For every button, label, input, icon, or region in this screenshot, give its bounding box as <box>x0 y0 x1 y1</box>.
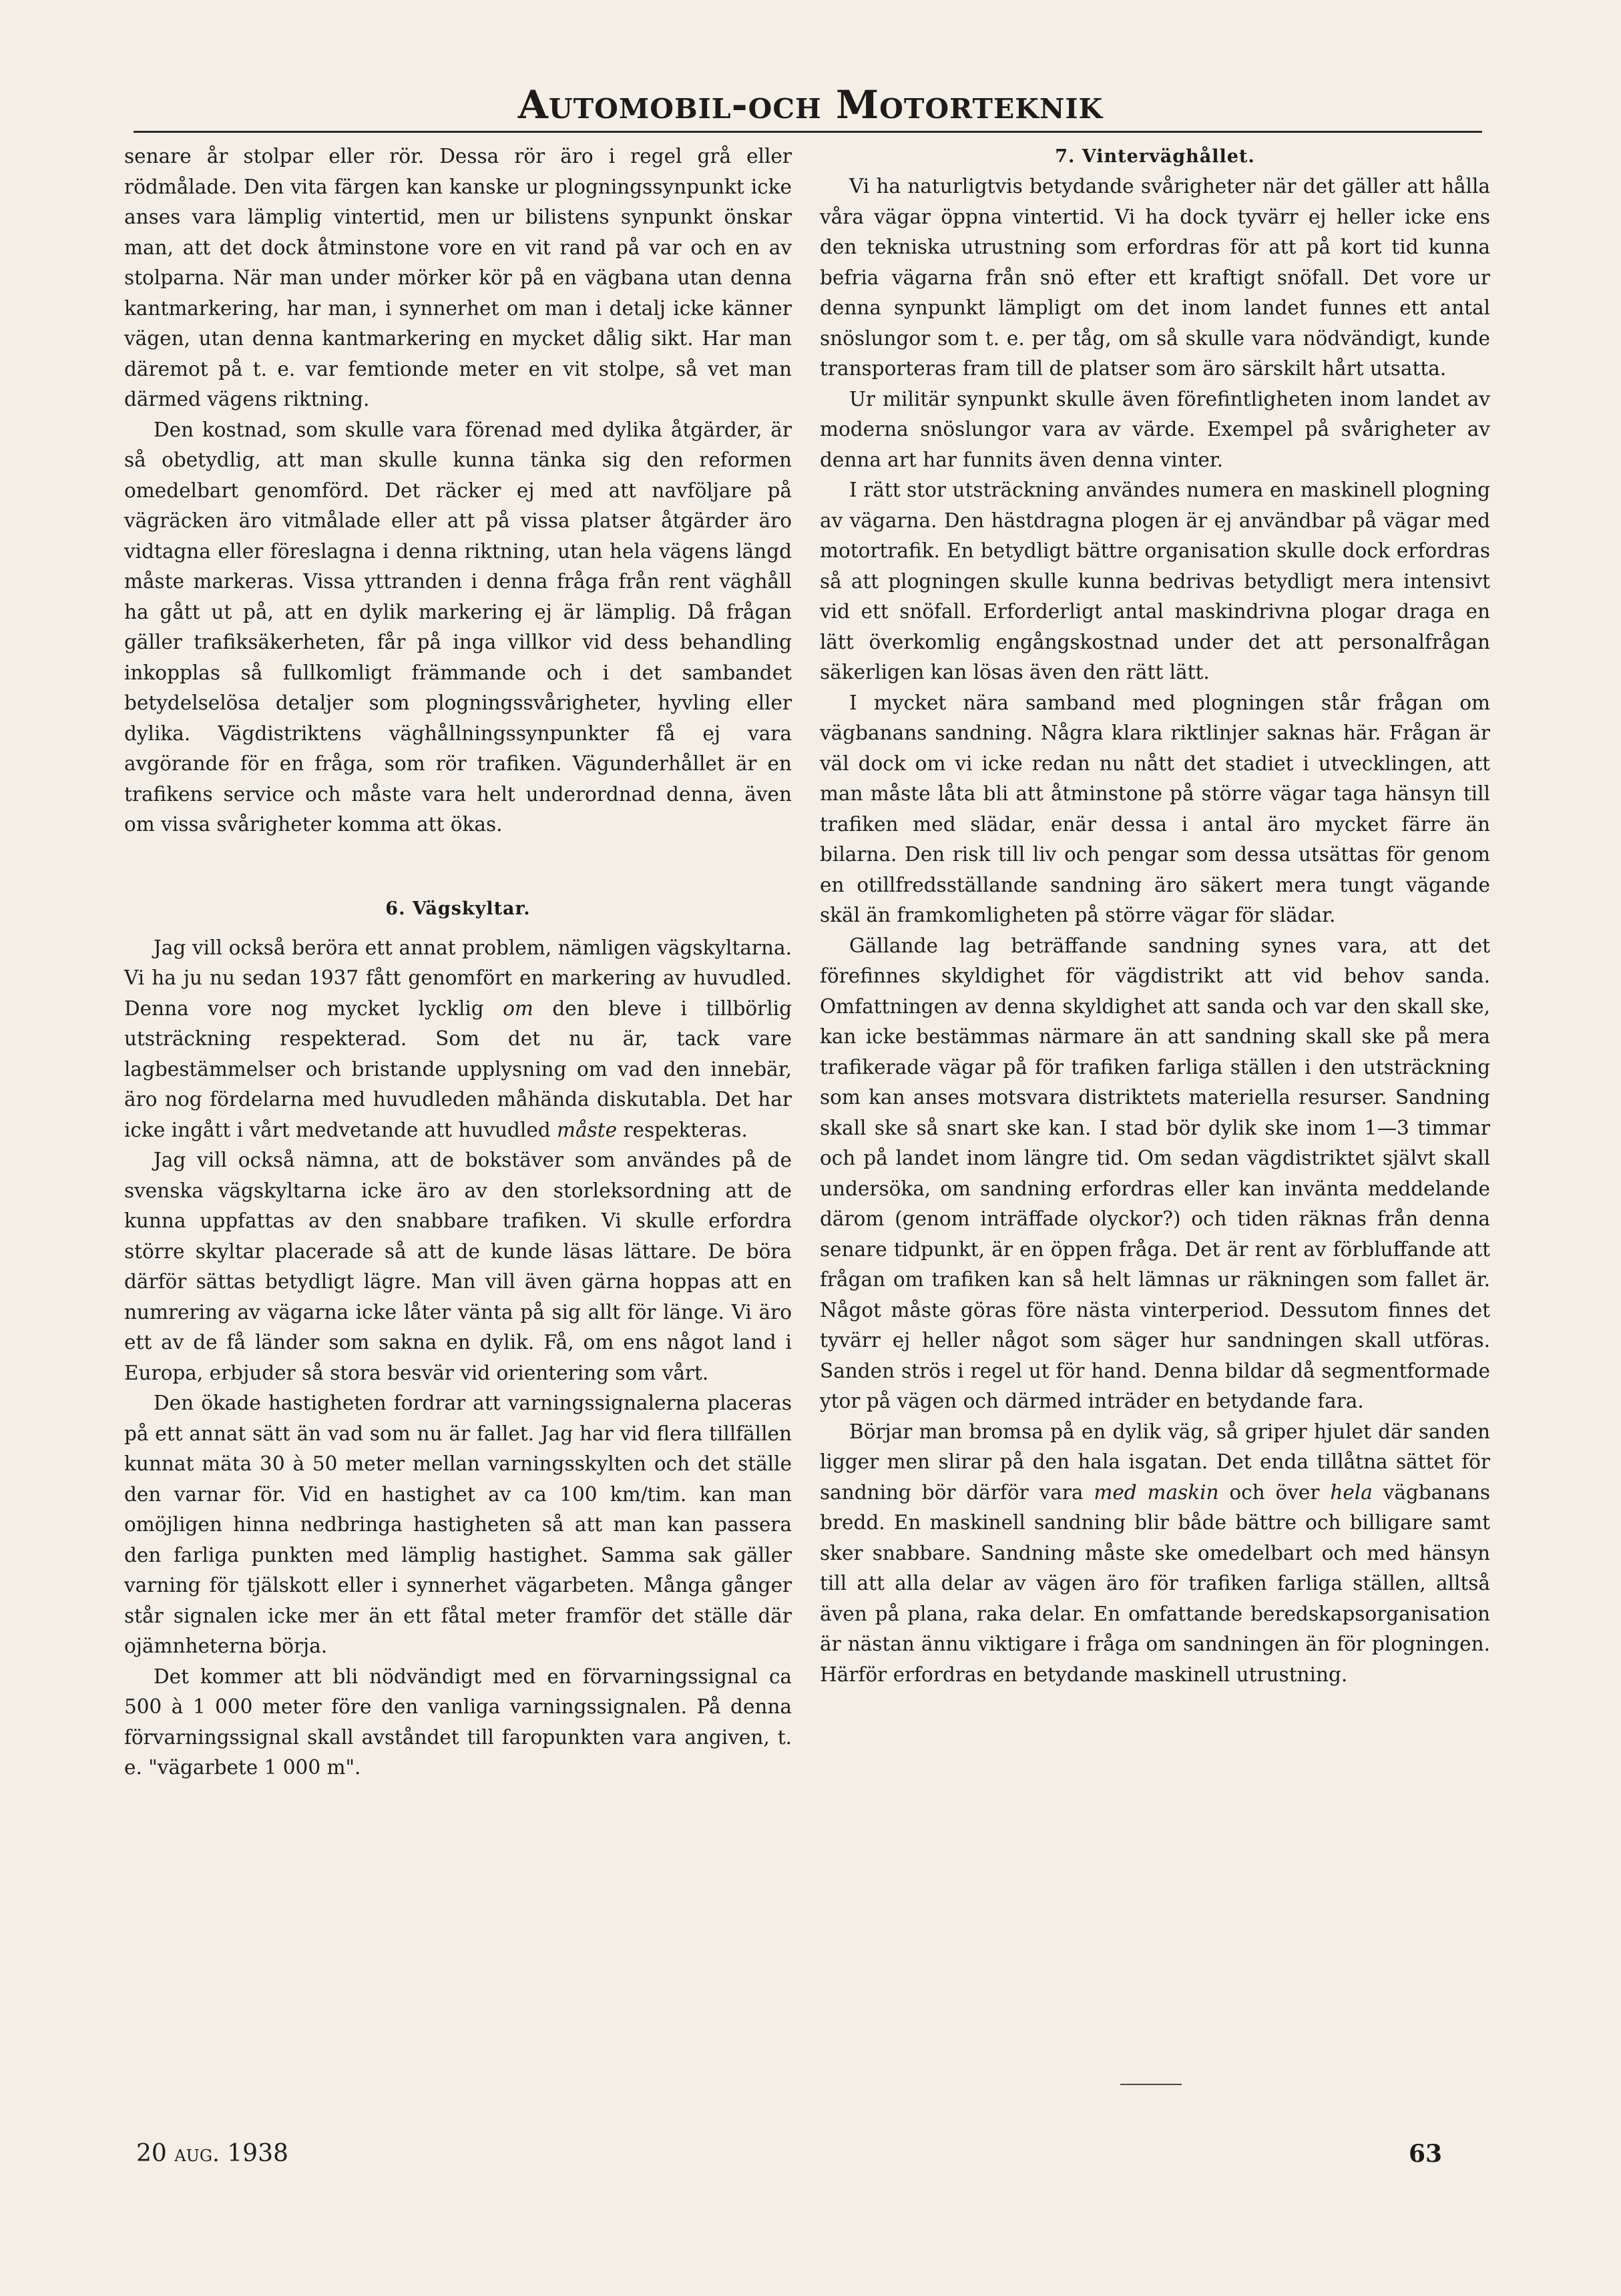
section-heading-vagskyltar: 6. Vägskyltar. <box>385 898 531 919</box>
paragraph <box>124 933 792 1146</box>
right-column <box>820 141 1490 1690</box>
text-run: respekteras. <box>617 1118 748 1141</box>
text-run: den bleve i tillbörlig utsträckning respekterad. Som det nu är, tack vare lagbestämmelser och bristande upplysning om vad den innebär, äro nog fördelarna med huvudleden måhända diskutabla. Det har icke ingått i vårt medvetande att huvudled <box>124 996 792 1141</box>
text-run: Börjar man bromsa på en dylik väg, så griper hjulet där sanden ligger men slirar på den hala isgatan. Det enda tillåtna sättet för sandning bör därför vara <box>820 1420 1490 1504</box>
date-month: aug. <box>174 2140 220 2167</box>
emphasis: måste <box>557 1118 618 1141</box>
section-heading-vinterväghallet: 7. Vinterväghållet. <box>1055 146 1255 167</box>
paragraph: Jag vill också nämna, att de bokstäver som användes på de svenska vägskyltarna icke äro av den storleksordning att de kunna uppfattas av den snabbare trafiken. Vi skulle erfordra större skyltar placerade så att de kunde läsas lättare. De böra därför sättas betydligt lägre. Man vill även gärna hoppas att en numrering av vägarna icke låter vänta på sig allt för länge. Vi äro ett av de få länder som sakna en dylik. Få, om ens något land i Europa, erbjuder så stora besvär vid orientering som vårt. <box>124 1149 792 1384</box>
section-spacer <box>124 924 792 933</box>
emphasis: hela <box>1330 1480 1373 1504</box>
paragraph: I rätt stor utsträckning användes numera en maskinell plogning av vägarna. Den hästdragna plogen är ej användbar på vägar med motortrafik. En betydligt bättre organisation skulle dock erfordras så att plogningen skulle kunna bedrivas betydligt mera intensivt vid ett snöfall. Erforderligt antal maskindrivna plogar draga en lätt överkomlig engångskostnad under det att personalfrågan säkerligen kan lösas även den rätt lätt. <box>820 479 1490 683</box>
paragraph: I mycket nära samband med plogningen står frågan om vägbanans sandning. Några klara riktlinjer saknas här. Frågan är väl dock om vi icke redan nu nått det stadiet i utvecklingen, att man måste låta bli att åtminstone på större vägar taga hänsyn till trafiken med slädar, enär dessa i antal äro mycket färre än bilarna. Den risk till liv och pengar som dessa utsättas för genom en otillfredsställande sandning äro säkert mera tungt vägande skäl än framkomligheten på större vägar för slädar. <box>820 691 1490 926</box>
page-number: 63 <box>1409 2140 1443 2168</box>
date-year: 1938 <box>227 2140 288 2167</box>
end-rule <box>1120 2084 1182 2085</box>
paragraph: senare år stolpar eller rör. Dessa rör äro i regel grå eller rödmålade. Den vita färgen kan kanske ur plogningssynpunkt icke anses vara lämplig vintertid, men ur bilistens synpunkt önskar man, att det dock åtminstone vore en vit rand på var och en av stolparna. När man under mörker kör på en vägbana utan denna kantmarkering, har man, i synnerhet om man i detalj icke känner vägen, utan denna kantmarkering en mycket dålig sikt. Har man däremot på t. e. var femtionde meter en vit stolpe, så vet man därmed vägens riktning. <box>124 145 792 410</box>
paragraph <box>820 1417 1490 1691</box>
text-run: och över <box>1218 1480 1331 1504</box>
paragraph: Den ökade hastigheten fordrar att varningssignalerna placeras på ett annat sätt än vad som nu är fallet. Jag har vid flera tillfällen kunnat mäta 30 à 50 meter mellan varningsskylten och det ställe den varnar för. Vid en hastighet av ca 100 km/tim. kan man omöjligen hinna nedbringa hastigheten så att man kan passera den farliga punkten med lämplig hastighet. Samma sak gäller varning för tjälskott eller i synnerhet vägarbeten. Många gånger står signalen icke mer än ett fåtal meter framför det ställe där ojämnheterna börja. <box>124 1392 792 1657</box>
footer-date <box>136 2137 288 2171</box>
text-run: vägbanans bredd. En maskinell sandning blir både bättre och billigare samt sker snabbare. Sandning måste ske omedelbart och med hänsyn till att alla delar av vägen äro för trafiken farliga ställen, alltså även på plana, raka delar. En omfattande beredskapsorganisation är nästan ännu viktigare i fråga om sandningen än för plogningen. Härför erfordras en betydande maskinell utrustning. <box>820 1480 1491 1686</box>
emphasis: om <box>503 996 533 1020</box>
section-spacer <box>124 840 792 894</box>
page-header-title: Automobil-och Motorteknik <box>517 82 1104 127</box>
header-rule <box>134 131 1482 133</box>
date-day: 20 <box>136 2140 167 2167</box>
text-run: Jag vill också beröra ett annat problem, nämligen vägskyltarna. Vi ha ju nu sedan 1937 fått genomfört en markering av huvudled. Denna vore nog mycket lycklig <box>124 936 792 1020</box>
left-column <box>124 141 792 1783</box>
paragraph: Den kostnad, som skulle vara förenad med dylika åtgärder, är så obetydlig, att man skulle kunna tänka sig den reformen omedelbart genomförd. Det räcker ej med att navföljare på vägräcken äro vitmålade eller att på vissa platser åtgärder äro vidtagna eller föreslagna i denna riktning, utan hela vägens längd måste markeras. Vissa yttranden i denna fråga från rent väghåll ha gått ut på, att en dylik markering ej är lämplig. Då frågan gäller trafiksäkerheten, får på inga villkor vid dess behandling inkopplas så fullkomligt främmande och i det sambandet betydelselösa detaljer som plogningssvårigheter, hyvling eller dylika. Vägdistriktens väghållningssynpunkter få ej vara avgörande för en fråga, som rör trafiken. Vägunderhållet är en trafikens service och måste vara helt underordnad denna, även om vissa svårigheter komma att ökas. <box>124 418 792 836</box>
emphasis: med maskin <box>1094 1480 1219 1504</box>
paragraph: Vi ha naturligtvis betydande svårigheter när det gäller att hålla våra vägar öppna vintertid. Vi ha dock tyvärr ej heller icke ens den tekniska utrustning som erfordras för att på kort tid kunna befria vägarna från snö efter ett kraftigt snöfall. Det vore ur denna synpunkt lämpligt om det inom landet funnes ett antal snöslungor som t. e. per tåg, om så skulle vara nödvändigt, kunde transporteras fram till de platser som äro särskilt hårt utsatta. <box>820 175 1490 380</box>
paragraph: Gällande lag beträffande sandning synes vara, att det förefinnes skyldighet för vägdistrikt att vid behov sanda. Omfattningen av denna skyldighet att sanda och var den skall ske, kan icke bestämmas närmare än att sandning skall ske på mera trafikerade vägar på för trafiken farliga ställen i den utsträckning som kan anses motsvara distriktets materiella resurser. Sandning skall ske så snart ske kan. I stad bör dylik ske inom 1—3 timmar och på landet inom längre tid. Om sedan vägdistriktet självt skall undersöka, om sandning erfordras eller kan invänta meddelande därom (genom inträffade olyckor?) och tiden räknas från denna senare tidpunkt, är en öppen fråga. Det är rent av förbluffande att frågan om trafiken kan så helt lämnas ur räkningen som fallet är. Något måste göras före nästa vinterperiod. Dessutom finnes det tyvärr ej heller något som säger hur sandningen skall utföras. Sanden strös i regel ut för hand. Denna bildar då segmentformade ytor på vägen och därmed inträder en betydande fara. <box>820 934 1490 1412</box>
paragraph: Det kommer att bli nödvändigt med en förvarningssignal ca 500 à 1 000 meter före den vanliga varningssignalen. På denna förvarningssignal skall avståndet till faropunkten vara angiven, t. e. "vägarbete 1 000 m". <box>124 1665 792 1779</box>
paragraph: Ur militär synpunkt skulle även förefintligheten inom landet av moderna snöslungor vara av värde. Exempel på svårigheter av denna art har funnits även denna vinter. <box>820 387 1490 471</box>
